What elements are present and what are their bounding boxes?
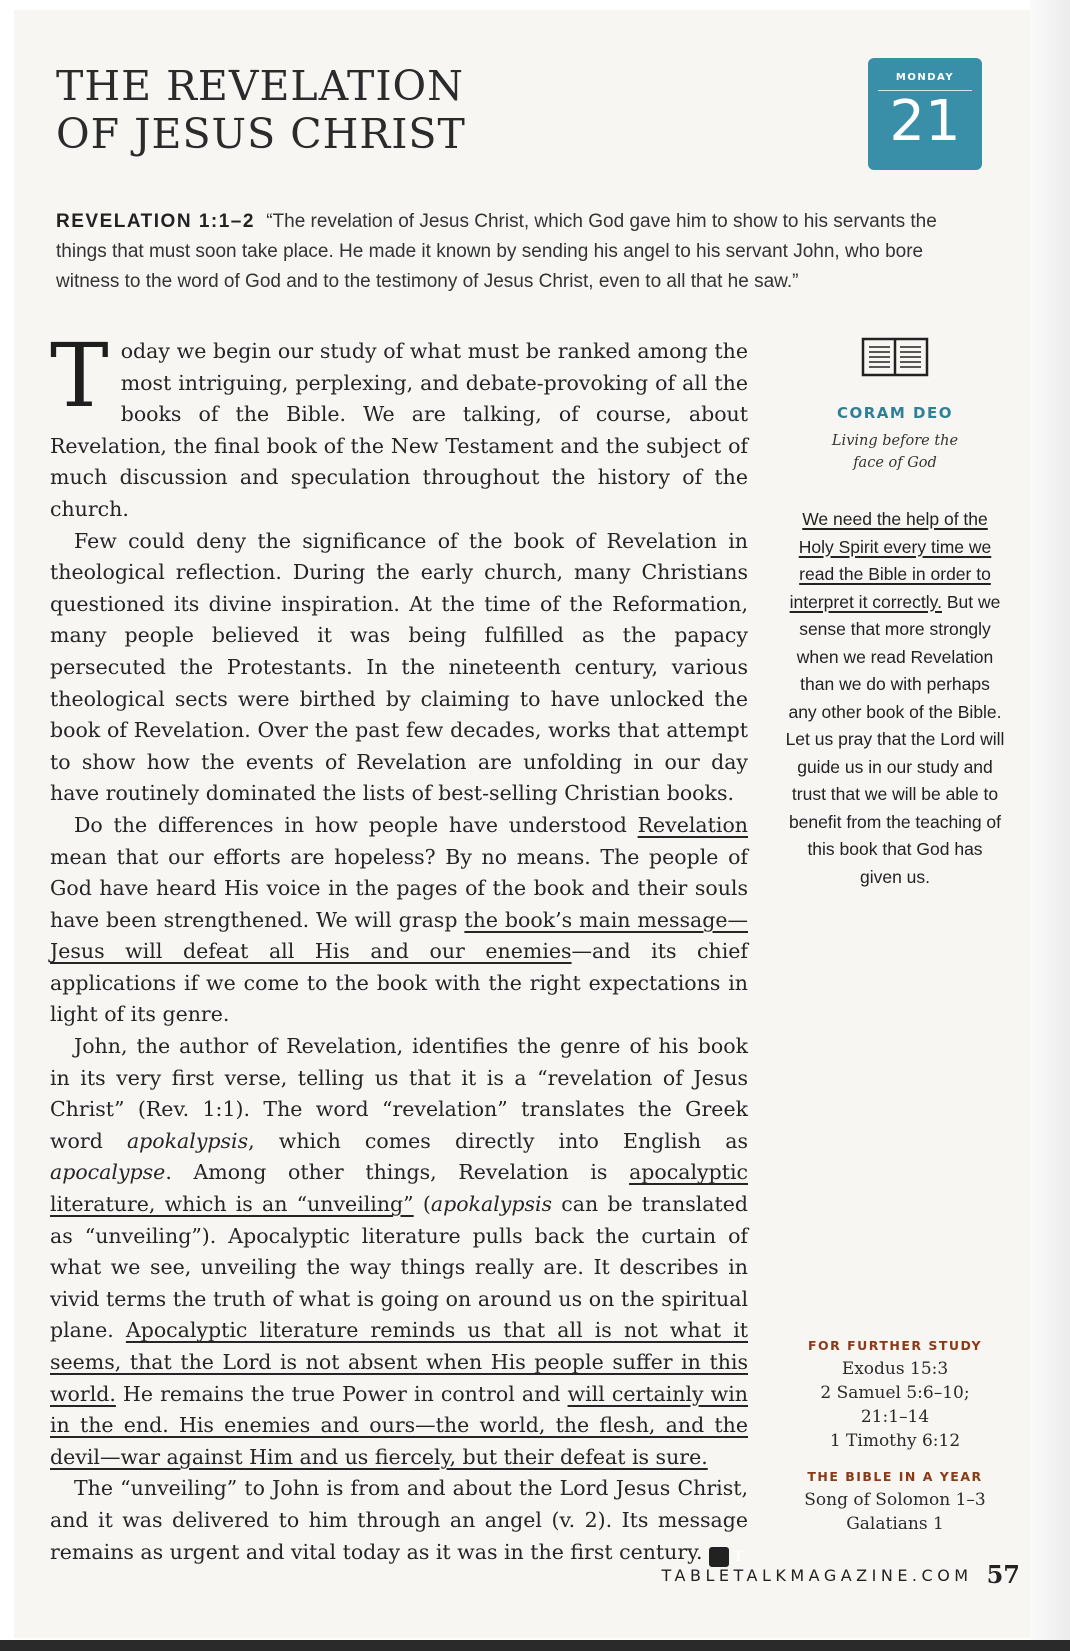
p4-text-i: can be translated as “unveiling”). Apocalyptic literature pulls back the curtain of what we see, unveiling the way things really are. It describes in vivid terms the truth of what is going on around us on the spiritual plane. (50, 1192, 749, 1343)
p4-text-k: He remains the true Power in control and (115, 1381, 568, 1406)
further-study-heading: FOR FURTHER STUDY (807, 1338, 983, 1353)
title-line-2: OF JESUS CHRIST (56, 110, 466, 158)
p4-underlined-win: will certainly win in the end. His enemies and ours—the world, the flesh, and the devil—war against Him and us fiercely, but their defeat is sure. (50, 1381, 748, 1469)
paragraph-1 (50, 324, 748, 526)
further-study-ref: Exodus 15:3 (841, 1359, 949, 1379)
scan-edge (0, 1640, 1070, 1651)
p4-text-a: John, the author of Revelation, identifies the genre of his book in its very first verse, telling us that it is a “revelation of Jesus Christ” (Rev. 1:1). The word “revelation” translates the Greek word (50, 1034, 748, 1153)
coram-deo-body: But we sense that more strongly when we read Revelation than we do with perhaps any other book of the Bible. Let us pray that the Lord will guide us in our study and trust that we will be able to benefit from the teaching of this book that God has given us. (785, 591, 1005, 887)
p3-text-a: Do the differences in how people have understood (74, 812, 638, 837)
article-title (56, 62, 676, 158)
bible-in-a-year-ref: Galatians 1 (846, 1514, 944, 1534)
p4-italic-apocalypse: apocalypse (50, 1160, 166, 1185)
bible-in-a-year-refs (785, 1488, 1005, 1536)
bible-in-a-year-heading: THE BIBLE IN A YEAR (807, 1469, 983, 1484)
date-badge (868, 58, 982, 170)
p4-text-c: , which comes directly into English as (248, 1128, 748, 1153)
p4-text-e: . Among other things, Revelation is (165, 1160, 630, 1185)
p4-italic-apokalypsis: apokalypsis (126, 1128, 249, 1153)
scripture-reference: REVELATION 1:1–2 (56, 211, 255, 232)
p4-underlined-reminds: Apocalyptic literature reminds us that all is not what it seems, that the Lord is not absent when His people suffer in this world. (50, 1318, 748, 1406)
p4-text-g: ( (413, 1192, 431, 1217)
bible-in-a-year (785, 1469, 1005, 1536)
coram-deo-label: CORAM DEO (836, 404, 954, 422)
title-line-1: THE REVELATION (56, 62, 465, 110)
coram-deo-sidebar (785, 336, 1005, 891)
footer-website: TABLETALKMAGAZINE.COM (661, 1566, 973, 1585)
p4-underlined-unveiling: apocalyptic literature, which is an “unveiling” (50, 1160, 748, 1217)
p3-text-e: —and its chief applications if we come to the book with the right expectations in light of its genre. (50, 939, 748, 1027)
date-day: 21 (889, 89, 961, 154)
scripture-text: “The revelation of Jesus Christ, which God gave him to show to his servants the things that must soon take place. He made it known by sending his angel to his servant John, who bore witness to the word of God and to the testimony of Jesus Christ, even to all that he saw.” (56, 211, 937, 292)
end-mark-icon: T (709, 1547, 729, 1567)
coram-deo-underlined: We need the help of the Holy Spirit every time we read the Bible in order to interpret it correctly. (789, 509, 992, 612)
coram-deo-text (785, 506, 1005, 891)
paragraph-5-text: The “unveiling” to John is from and about the Lord Jesus Christ, and it was delivered to him through an angel (v. 2). Its message remains as urgent and vital today as it was in the first century. (50, 1476, 748, 1564)
paragraph-1-text: oday we begin our study of what must be ranked among the most intriguing, perplexing, and debate-provoking of all the books of the Bible. We are talking, of course, about Revelation, the final book of the New Testament and the subject of much discussion and speculation throughout the history of the church. (50, 339, 748, 521)
scripture-passage (56, 207, 986, 297)
page-number: 57 (986, 1560, 1020, 1589)
further-study-refs (785, 1357, 1005, 1453)
p3-underlined-revelation: Revelation (637, 812, 748, 837)
coram-deo-subtitle: Living before the face of God (831, 433, 959, 471)
paragraph-3 (50, 810, 748, 1031)
further-study-ref: 2 Samuel 5:6–10; (820, 1383, 970, 1403)
article-body (50, 324, 749, 1568)
bible-in-a-year-ref: Song of Solomon 1–3 (804, 1490, 986, 1510)
paragraph-5 (50, 1473, 748, 1568)
book-icon (861, 336, 929, 378)
date-weekday: MONDAY (895, 72, 955, 83)
further-study-ref: 21:1–14 (860, 1407, 930, 1427)
drop-cap: T (50, 324, 109, 427)
page-spine (1030, 0, 1070, 1651)
further-study-box (785, 1338, 1005, 1536)
paragraph-4 (50, 1031, 748, 1473)
p3-text-c: mean that our efforts are hopeless? By no means. The people of God have heard His voice in the pages of the book and their souls have been strengthened. We will grasp (50, 844, 748, 932)
further-study-ref: 1 Timothy 6:12 (829, 1431, 961, 1451)
p3-underlined-main-message: the book’s main message—Jesus will defeat all His and our enemies (50, 907, 748, 964)
paragraph-2: Few could deny the significance of the book of Revelation in theological reflection. During the early church, many Christians questioned its divine inspiration. At the time of the Reformation, many people believed it was being fulfilled as the papacy persecuted the Protestants. In the nineteenth century, various theological sects were birthed by claiming to have unlocked the book of Revelation. Over the past few decades, works that attempt to show how the events of Revelation are unfolding in our day have routinely dominated the lists of best-selling Christian books. (50, 528, 748, 806)
page-footer (620, 1560, 1020, 1589)
p4-italic-apokalypsis-2: apokalypsis (430, 1192, 553, 1217)
